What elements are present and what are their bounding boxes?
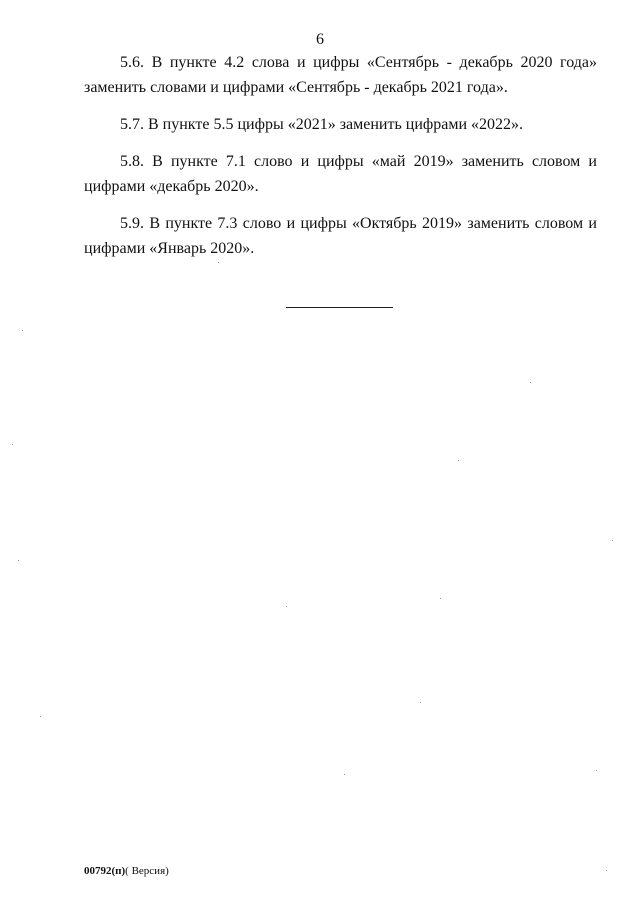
scan-speck: [596, 770, 597, 771]
scan-speck: [612, 540, 613, 541]
footer-code: 00792(п): [84, 865, 126, 877]
scan-speck: [344, 774, 345, 775]
paragraph-5-6: 5.6. В пункте 4.2 слова и цифры «Сентябрь - декабрь 2020 года» заменить словами и цифрами «Сентябрь - декабрь 2021 года».: [84, 54, 597, 96]
paragraph-5-7: 5.7. В пункте 5.5 цифры «2021» заменить цифрами «2022».: [120, 116, 524, 133]
scan-speck: [18, 560, 19, 561]
scan-speck: [22, 330, 23, 331]
scan-speck: [40, 716, 41, 717]
scan-speck: [286, 606, 287, 607]
page-number: 6: [316, 31, 324, 48]
scan-speck: [218, 262, 219, 263]
paragraph-5-8: 5.8. В пункте 7.1 слово и цифры «май 2019» заменить словом и цифрами «декабрь 2020».: [84, 153, 597, 195]
paragraph-5-9: 5.9. В пункте 7.3 слово и цифры «Октябрь 2019» заменить словом и цифрами «Январь 2020».: [84, 215, 597, 257]
scan-speck: [12, 444, 13, 445]
end-separator-line: [286, 307, 393, 308]
scan-speck: [440, 598, 441, 599]
scan-speck: [420, 702, 421, 703]
footer-version-label: ( Версия): [125, 865, 169, 877]
document-body: [84, 50, 597, 273]
footer-document-code: [84, 864, 169, 878]
scan-speck: [458, 460, 459, 461]
scan-speck: [530, 382, 531, 383]
scan-speck: [606, 870, 607, 871]
